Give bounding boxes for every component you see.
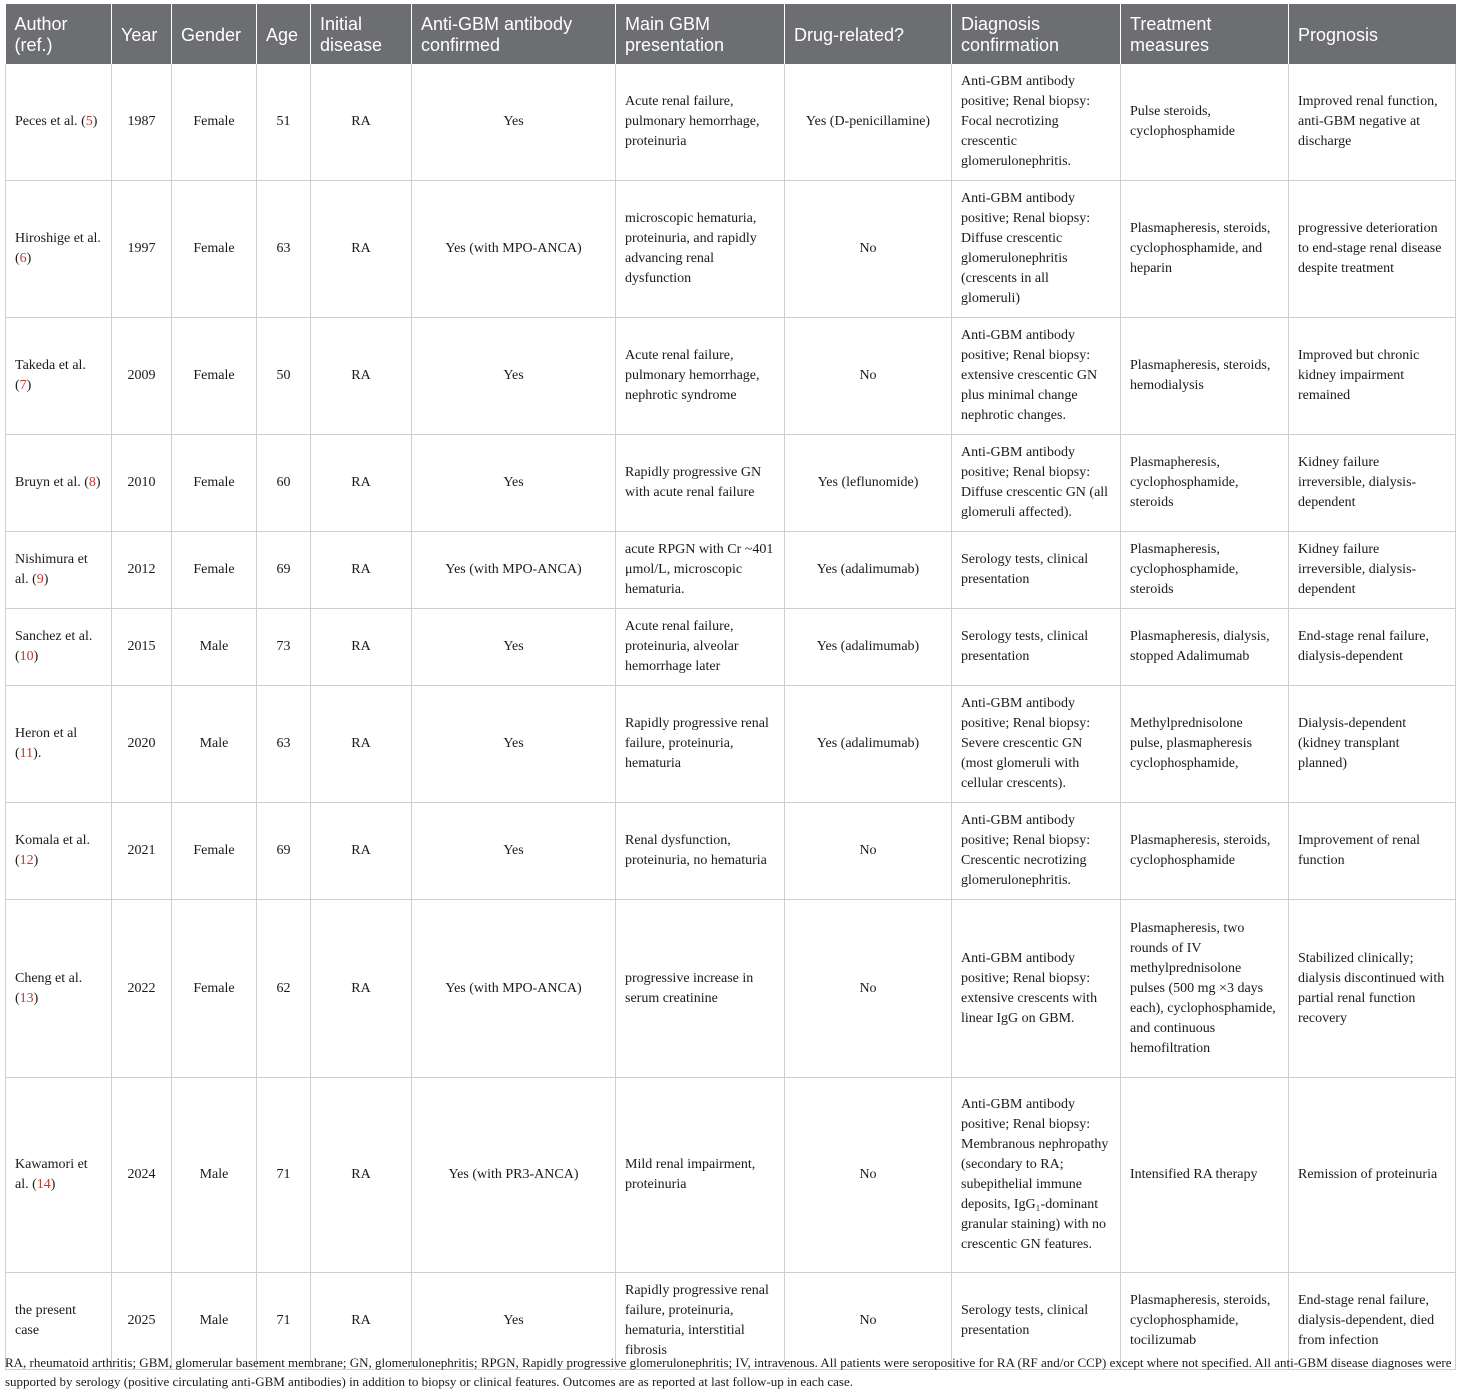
- cell-treatment: Plasmapheresis, cyclophosphamide, steroids: [1121, 435, 1289, 532]
- cell-age: 62: [257, 900, 311, 1078]
- cell-gender: Male: [172, 1078, 257, 1273]
- cell-presentation: Acute renal failure, pulmonary hemorrhage, nephrotic syndrome: [616, 318, 785, 435]
- cell-treatment: Plasmapheresis, steroids, cyclophosphamide: [1121, 803, 1289, 900]
- table-row: [6, 686, 1456, 803]
- reference-close: ): [33, 853, 39, 868]
- cell-gender: Male: [172, 686, 257, 803]
- cell-presentation: Acute renal failure, proteinuria, alveolar hemorrhage later: [616, 609, 785, 686]
- header-age: Age: [257, 4, 311, 64]
- header-treatment: Treatment measures: [1121, 4, 1289, 64]
- reference-link[interactable]: 12: [19, 853, 34, 868]
- cell-antibody: Yes: [412, 435, 616, 532]
- reference-close: ): [26, 378, 32, 393]
- cell-initial-disease: RA: [311, 686, 412, 803]
- reference-close: ): [33, 990, 39, 1006]
- cell-diagnosis: Serology tests, clinical presentation: [952, 1273, 1121, 1370]
- cell-initial-disease: RA: [311, 435, 412, 532]
- cell-drug-related: Yes (adalimumab): [785, 609, 952, 686]
- cell-antibody: Yes: [412, 318, 616, 435]
- reference-link[interactable]: 8: [88, 475, 96, 490]
- cell-drug-related: Yes (leflunomide): [785, 435, 952, 532]
- table-row: [6, 318, 1456, 435]
- cell-diagnosis: Anti-GBM antibody positive; Renal biopsy: Diffuse crescentic GN (all glomeruli affected).: [952, 435, 1121, 532]
- table-row: [6, 900, 1456, 1078]
- cell-year: 2020: [112, 686, 172, 803]
- cell-initial-disease: RA: [311, 1273, 412, 1370]
- cell-prognosis: Kidney failure irreversible, dialysis-dependent: [1289, 532, 1456, 609]
- cell-treatment: Plasmapheresis, dialysis, stopped Adalimumab: [1121, 609, 1289, 686]
- cell-age: 71: [257, 1273, 311, 1370]
- reference-link[interactable]: 9: [36, 572, 44, 587]
- cell-author: Kawamori et al. (14): [6, 1078, 112, 1273]
- cell-presentation: Mild renal impairment, proteinuria: [616, 1078, 785, 1273]
- reference-close: ): [33, 649, 39, 664]
- author-name: Peces et al.: [15, 114, 78, 129]
- cell-diagnosis: Anti-GBM antibody positive; Renal biopsy: extensive crescents with linear IgG on GBM.: [952, 900, 1121, 1078]
- author-name: the present case: [15, 1303, 77, 1338]
- author-name: Sanchez et al.: [15, 629, 93, 644]
- cell-initial-disease: RA: [311, 318, 412, 435]
- reference-link[interactable]: 5: [85, 114, 93, 129]
- cell-diagnosis: Anti-GBM antibody positive; Renal biopsy: Focal necrotizing crescentic glomerulonephritis.: [952, 64, 1121, 181]
- cell-presentation: Rapidly progressive renal failure, proteinuria, hematuria: [616, 686, 785, 803]
- reference-close: ): [92, 114, 98, 129]
- cell-antibody: Yes: [412, 64, 616, 181]
- cell-initial-disease: RA: [311, 532, 412, 609]
- cell-presentation: Rapidly progressive GN with acute renal failure: [616, 435, 785, 532]
- cell-prognosis: Dialysis-dependent (kidney transplant planned): [1289, 686, 1456, 803]
- cell-drug-related: No: [785, 803, 952, 900]
- cell-treatment: Plasmapheresis, two rounds of IV methylprednisolone pulses (500 mg ×3 days each), cyclophosphamide, and continuous hemofiltration: [1121, 900, 1289, 1078]
- cell-diagnosis: Anti-GBM antibody positive; Renal biopsy: extensive crescentic GN plus minimal change nephrotic changes.: [952, 318, 1121, 435]
- reference-link[interactable]: 6: [19, 251, 27, 266]
- cell-initial-disease: RA: [311, 609, 412, 686]
- cell-gender: Female: [172, 64, 257, 181]
- cell-author: Komala et al. (12): [6, 803, 112, 900]
- cell-antibody: Yes: [412, 1273, 616, 1370]
- cell-antibody: Yes (with MPO-ANCA): [412, 900, 616, 1078]
- header-year: Year: [112, 4, 172, 64]
- reference-close: ): [95, 475, 101, 490]
- cell-gender: Female: [172, 803, 257, 900]
- cell-treatment: Plasmapheresis, steroids, hemodialysis: [1121, 318, 1289, 435]
- cell-diagnosis: Serology tests, clinical presentation: [952, 609, 1121, 686]
- cell-treatment: Intensified RA therapy: [1121, 1078, 1289, 1273]
- reference-close: ).: [33, 746, 42, 761]
- cell-presentation: Rapidly progressive renal failure, proteinuria, hematuria, interstitial fibrosis: [616, 1273, 785, 1370]
- cell-treatment: Methylprednisolone pulse, plasmapheresis cyclophosphamide,: [1121, 686, 1289, 803]
- cell-antibody: Yes: [412, 609, 616, 686]
- cell-year: 2021: [112, 803, 172, 900]
- cell-age: 50: [257, 318, 311, 435]
- cell-gender: Female: [172, 318, 257, 435]
- author-name: Hiroshige et al.: [15, 231, 101, 246]
- table-row: [6, 435, 1456, 532]
- cell-gender: Female: [172, 181, 257, 318]
- cell-drug-related: No: [785, 1078, 952, 1273]
- cell-drug-related: Yes (adalimumab): [785, 686, 952, 803]
- cell-initial-disease: RA: [311, 1078, 412, 1273]
- cell-drug-related: No: [785, 318, 952, 435]
- header-initial-disease: Initial disease: [311, 4, 412, 64]
- cell-author: Cheng et al. (13): [6, 900, 112, 1078]
- cell-year: 2009: [112, 318, 172, 435]
- cell-author: Hiroshige et al. (6): [6, 181, 112, 318]
- cell-year: 1987: [112, 64, 172, 181]
- cell-age: 63: [257, 181, 311, 318]
- cell-prognosis: Stabilized clinically; dialysis discontinued with partial renal function recovery: [1289, 900, 1456, 1078]
- cell-antibody: Yes (with PR3-ANCA): [412, 1078, 616, 1273]
- cell-age: 60: [257, 435, 311, 532]
- cell-presentation: microscopic hematuria, proteinuria, and rapidly advancing renal dysfunction: [616, 181, 785, 318]
- table-footnote: RA, rheumatoid arthritis; GBM, glomerular basement membrane; GN, glomerulonephritis; RPGN, Rapidly progressive glomerulonephritis; IV, intravenous. All patients were seropositive for RA (RF and/or CCP) except where not specified. All anti-GBM disease diagnoses were supported by serology (positive circulating anti-GBM antibodies) in addition to biopsy or clinical features. Outcomes are as reported at last follow-up in each case.: [5, 1355, 1452, 1389]
- case-table: [5, 4, 1456, 1370]
- header-drug-related: Drug-related?: [785, 4, 952, 64]
- cell-presentation: acute RPGN with Cr ~401 μmol/L, microscopic hematuria.: [616, 532, 785, 609]
- cell-author: Nishimura et al. (9): [6, 532, 112, 609]
- table-row: [6, 1078, 1456, 1273]
- cell-drug-related: No: [785, 181, 952, 318]
- cell-treatment: Plasmapheresis, steroids, cyclophosphamide, tocilizumab: [1121, 1273, 1289, 1370]
- reference-close: ): [43, 572, 49, 587]
- header-prognosis: Prognosis: [1289, 4, 1456, 64]
- cell-treatment: Plasmapheresis, steroids, cyclophosphamide, and heparin: [1121, 181, 1289, 318]
- header-gender: Gender: [172, 4, 257, 64]
- cell-author: Sanchez et al. (10): [6, 609, 112, 686]
- cell-prognosis: Remission of proteinuria: [1289, 1078, 1456, 1273]
- cell-antibody: Yes: [412, 803, 616, 900]
- cell-initial-disease: RA: [311, 64, 412, 181]
- cell-prognosis: Improvement of renal function: [1289, 803, 1456, 900]
- cell-presentation: Renal dysfunction, proteinuria, no hematuria: [616, 803, 785, 900]
- reference-close: ): [26, 251, 32, 266]
- cell-diagnosis: Anti-GBM antibody positive; Renal biopsy: Crescentic necrotizing glomerulonephritis.: [952, 803, 1121, 900]
- cell-diagnosis: Serology tests, clinical presentation: [952, 532, 1121, 609]
- reference-link[interactable]: 10: [19, 649, 34, 664]
- cell-age: 73: [257, 609, 311, 686]
- cell-year: 2010: [112, 435, 172, 532]
- cell-gender: Male: [172, 609, 257, 686]
- header-presentation: Main GBM presentation: [616, 4, 785, 64]
- reference-link[interactable]: 14: [36, 1177, 51, 1192]
- author-name: Kawamori et al.: [15, 1157, 88, 1192]
- cell-age: 71: [257, 1078, 311, 1273]
- header-row: [6, 4, 1456, 64]
- cell-year: 2015: [112, 609, 172, 686]
- cell-age: 51: [257, 64, 311, 181]
- reference-link[interactable]: 13: [19, 990, 34, 1006]
- author-name: Komala et al.: [15, 833, 91, 848]
- cell-prognosis: Improved but chronic kidney impairment remained: [1289, 318, 1456, 435]
- cell-age: 63: [257, 686, 311, 803]
- reference-link[interactable]: 11: [19, 746, 34, 761]
- author-name: Cheng et al.: [15, 970, 83, 986]
- table-body: [6, 64, 1456, 1370]
- cell-antibody: Yes: [412, 686, 616, 803]
- cell-initial-disease: RA: [311, 803, 412, 900]
- cell-year: 2012: [112, 532, 172, 609]
- table-row: [6, 64, 1456, 181]
- cell-gender: Female: [172, 435, 257, 532]
- cell-treatment: Pulse steroids, cyclophosphamide: [1121, 64, 1289, 181]
- reference-link[interactable]: 7: [19, 378, 27, 393]
- author-name: Heron et al: [15, 726, 78, 741]
- cell-antibody: Yes (with MPO-ANCA): [412, 181, 616, 318]
- author-name: Bruyn et al.: [15, 475, 81, 490]
- cell-author: Takeda et al. (7): [6, 318, 112, 435]
- author-name: Nishimura et al.: [15, 552, 88, 587]
- cell-drug-related: Yes (D-penicillamine): [785, 64, 952, 181]
- cell-gender: Male: [172, 1273, 257, 1370]
- reference-close: ): [50, 1177, 56, 1192]
- cell-gender: Female: [172, 532, 257, 609]
- cell-drug-related: No: [785, 1273, 952, 1370]
- cell-drug-related: Yes (adalimumab): [785, 532, 952, 609]
- cell-age: 69: [257, 803, 311, 900]
- cell-author: Bruyn et al. (8): [6, 435, 112, 532]
- cell-diagnosis: Anti-GBM antibody positive; Renal biopsy: Diffuse crescentic glomerulonephritis (crescents in all glomeruli): [952, 181, 1121, 318]
- header-antibody: Anti-GBM antibody confirmed: [412, 4, 616, 64]
- cell-age: 69: [257, 532, 311, 609]
- cell-drug-related: No: [785, 900, 952, 1078]
- cell-presentation: progressive increase in serum creatinine: [616, 900, 785, 1078]
- cell-diagnosis: Anti-GBM antibody positive; Renal biopsy: Severe crescentic GN (most glomeruli with cellular crescents).: [952, 686, 1121, 803]
- author-name: Takeda et al.: [15, 358, 86, 373]
- cell-year: 1997: [112, 181, 172, 318]
- cell-year: 2024: [112, 1078, 172, 1273]
- cell-prognosis: Kidney failure irreversible, dialysis-dependent: [1289, 435, 1456, 532]
- cell-antibody: Yes (with MPO-ANCA): [412, 532, 616, 609]
- table-row: [6, 181, 1456, 318]
- header-diagnosis: Diagnosis confirmation: [952, 4, 1121, 64]
- cell-author: Heron et al (11).: [6, 686, 112, 803]
- table-row: [6, 532, 1456, 609]
- table-row: [6, 609, 1456, 686]
- cell-treatment: Plasmapheresis, cyclophosphamide, steroids: [1121, 532, 1289, 609]
- cell-prognosis: progressive deterioration to end-stage renal disease despite treatment: [1289, 181, 1456, 318]
- cell-initial-disease: RA: [311, 181, 412, 318]
- cell-year: 2025: [112, 1273, 172, 1370]
- cell-initial-disease: RA: [311, 900, 412, 1078]
- cell-year: 2022: [112, 900, 172, 1078]
- cell-diagnosis: Anti-GBM antibody positive; Renal biopsy: Membranous nephropathy (secondary to RA; subepithelial immune deposits, IgG₁-dominant granular staining) with no crescentic GN features.: [952, 1078, 1121, 1273]
- cell-prognosis: End-stage renal failure, dialysis-dependent, died from infection: [1289, 1273, 1456, 1370]
- cell-author: Peces et al. (5): [6, 64, 112, 181]
- cell-presentation: Acute renal failure, pulmonary hemorrhage, proteinuria: [616, 64, 785, 181]
- table-row: [6, 803, 1456, 900]
- cell-prognosis: End-stage renal failure, dialysis-dependent: [1289, 609, 1456, 686]
- cell-gender: Female: [172, 900, 257, 1078]
- header-author: Author (ref.): [6, 4, 112, 64]
- cell-prognosis: Improved renal function, anti-GBM negative at discharge: [1289, 64, 1456, 181]
